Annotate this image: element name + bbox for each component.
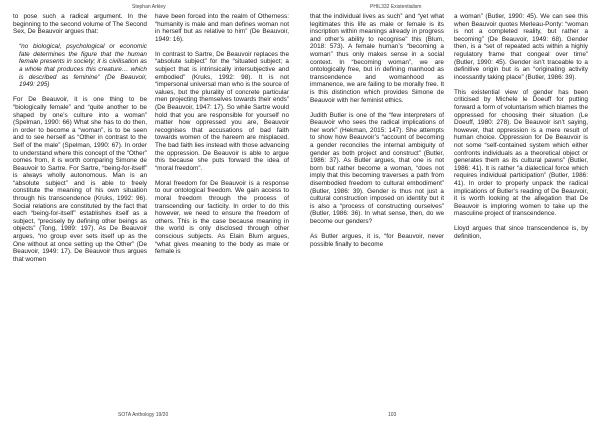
text-column-2 bbox=[155, 13, 289, 408]
paragraph: This existential view of gender has been criticised by Michele le Doeuff for putting forward a form of voluntarism which blames the oppressed for choosing their situation (Le Doeuff, 1980: 278). De Beauvoir isn’t saying, however, that oppression is a mere result of human choice. Oppression for De Beauvoir is not some “self-contained system which either confronts individuals as a theoretical object or generates them as its cultural pawns” (Butler, 1986: 41). It is rather “a dialectical force which requires individual participation” (Butler, 1986: 41). In order to properly unpack the radical implications of Butler’s reading of De Beauvoir, it is worth looking at the allegation that De Beauvoir is imploring women to take up the masculine project of transcendence. bbox=[454, 88, 588, 218]
page-footer bbox=[0, 412, 600, 422]
running-head-author: Stephan Arkley bbox=[132, 4, 166, 10]
page-number: 103 bbox=[388, 412, 397, 418]
paragraph: In contrast to Sartre, De Beauvoir replaces the “absolute subject” for the “situated subject; a subject that is intrinsically intersubjective and embodied” (Kruks, 1992: 98). It is not “impersonal universal man who is the source of values, but the plurality of concrete particular men projecting themselves towards their ends” (De Beauvoir, 1947: 17). So while Sartre would hold that you are responsible for yourself no matter how oppressed you are, Beauvoir recognises that accusations of bad faith towards women of the hareem are misplaced. The bad faith lies instead with those advancing the oppression. De Beauvoir is able to argue this because she puts forward the idea of “moral freedom”. bbox=[155, 50, 289, 172]
paragraph: As Butler argues, it is, “for Beauvoir, never possible finally to become bbox=[310, 233, 444, 248]
paragraph: Judith Butler is one of the “few interpreters of Beauvoir who sees the radical implications of her work” (Hekman, 2015: 147). She attempts to show how Beauvoir’s “account of becoming a gender reconciles the internal ambiguity of gender as both project and construct” (Butler, 1986: 37). As Butler argues, that one is not born but rather become a woman, “does not imply that this becoming traverses a path from disembodied freedom to cultural embodiment” (Butler, 1986: 39). Gender is thus not just a cultural construction imposed on identity but it is also a “process of constructing ourselves” (Butler, 1986: 36). In what sense, then, do we become our genders? bbox=[310, 111, 444, 225]
text-column-4 bbox=[454, 13, 588, 408]
paragraph: Lloyd argues that since transcendence is, by definition, bbox=[454, 225, 588, 241]
paragraph: a woman” (Butler, 1990: 45). We can see this when Beauvoir quotes Merleau-Ponty: “woman is not a completed reality, but rather a becoming” (De Beauvoir, 1949: 68). Gender then, is a “set of repeated acts within a highly regulatory frame that congeal over time” (Butler, 1990: 45). Gender isn’t traceable to a definitive origin but is an “originating activity incessantly taking place” (Butler, 1986: 39). bbox=[454, 13, 588, 81]
text-column-1 bbox=[13, 13, 147, 408]
text-column-3 bbox=[310, 13, 444, 408]
running-head-course: PHIL332 Existentialism bbox=[370, 4, 422, 10]
footer-anthology-title: SOTA Anthology 19/20 bbox=[118, 412, 169, 418]
paragraph: For De Beauvoir, it is one thing to be “biologically female” and “quite another to be shaped by one’s culture into a woman” (Spelman, 1990: 66) What she has to do then, in order to become a “woman”, is to be seen and to see herself as “Other in contrast to the Self of the male” (Spelman, 1990: 67). In order to understand where this concept of the “Other” comes from, it is worth comparing Simone de Beauvoir to Sartre. For Sartre, “being-for-itself” is always wholly autonomous. Man is an “absolute subject” and is able to freely constitute the meaning of his own situation through his transcendence (Kruks, 1992: 96). Social relations are constituted by the fact that each “being-for-itself” establishes itself as a subject, “precisely by defining other beings as objects” (Tong, 1989: 197). As De Beauvoir argues, “no group ever sets itself up as the One without at once setting up the Other” (De Beauvoir, 1949: 17). De Beauvoir thus argues that women bbox=[13, 96, 147, 263]
paragraph: have been forced into the realm of Otherness: “humanity is male and man defines woman not in herself but as relative to him” (De Beauvoir, 1949: 16). bbox=[155, 13, 289, 43]
paragraph: Moral freedom for De Beauvoir is a response to our ontological freedom. We gain access to moral freedom through the process of transcending our facticity. In order to do this however, we need to ensure the freedom of others. This is the case because meaning in the world is only disclosed through other conscious subjects. As Elain Blum argues, “what gives meaning to the body as male or female is bbox=[155, 179, 289, 256]
paragraph: to pose such a radical argument. In the beginning to the second volume of The Second Sex, De Beauvoir argues that: bbox=[13, 13, 147, 36]
block-quote: “no biological, psychological or economic fate determines the figure that the human female presents in society; it is civilisation as a whole that produces this creature… which is described as feminine” (De Beauvoir, 1949: 295) bbox=[19, 43, 147, 89]
paragraph: that the individual lives as such” and “yet what legitimates this life as male or female is its inscription within meanings already in progress and other’s ability to recognise” this (Blum, 2018: 573). A female human’s “becoming a woman” thus only makes sense in a social context. In “becoming woman”, we are ontologically free, but in defining manhood as transcendence and womanhood as immanence, we are failing to be morally free. It is this distinction which provides Simone de Beauvoir with her feminist ethics. bbox=[310, 13, 444, 104]
